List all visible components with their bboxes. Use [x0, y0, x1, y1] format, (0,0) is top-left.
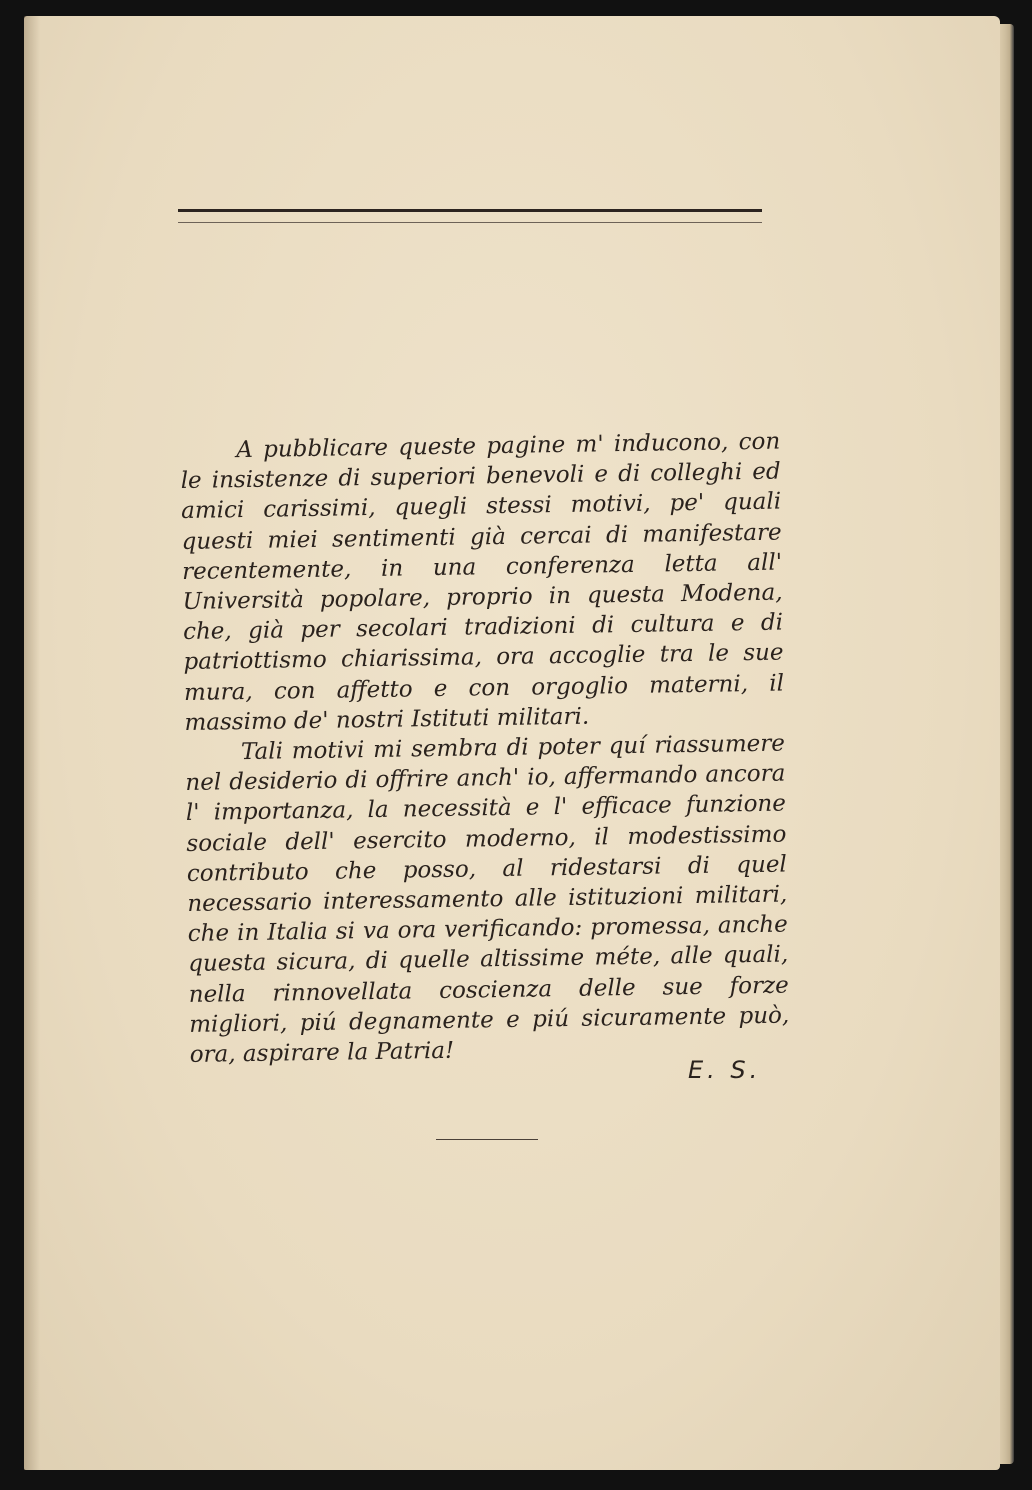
spine-shadow [24, 16, 40, 1470]
top-rule-thick [178, 209, 762, 212]
preface-paragraph-2: Tali motivi mi sembra di poter quí riassumere nel desiderio di offrire anch' io, affermando ancora l' importanza, la necessità e l' efficace funzione sociale dell' esercito moderno, il modestissimo contributo che posso, al ridestarsi di quel necessario interessamento alle istituzioni militari, che in Italia si va ora verificando: promessa, anche questa sicura, di quelle altissime méte, alle quali, nella rinnovellata coscienza delle sue forze migliori, piú degnamente e piú sicuramente può, ora, aspirare la Patria! [185, 730, 790, 1068]
preface-paragraph-1: A pubblicare queste pagine m' inducono, con le insistenze di superiori benevoli e di colleghi ed amici carissimi, quegli stessi motivi, pe' quali questi miei sentimenti già cercai di manifestare recentemente, in una conferenza letta all' Università popolare, proprio in questa Modena, che, già per secolari tradizioni di cultura e di patriottismo chiarissima, ora accoglie tra le sue mura, con affetto e con orgoglio materni, il massimo de' nostri Istituti militari. [180, 428, 785, 736]
page-edge [1000, 24, 1014, 1464]
top-rule-thin [178, 222, 762, 223]
author-initials: E. S. [688, 1056, 762, 1084]
bottom-rule [436, 1139, 538, 1140]
preface-text [180, 427, 790, 1071]
